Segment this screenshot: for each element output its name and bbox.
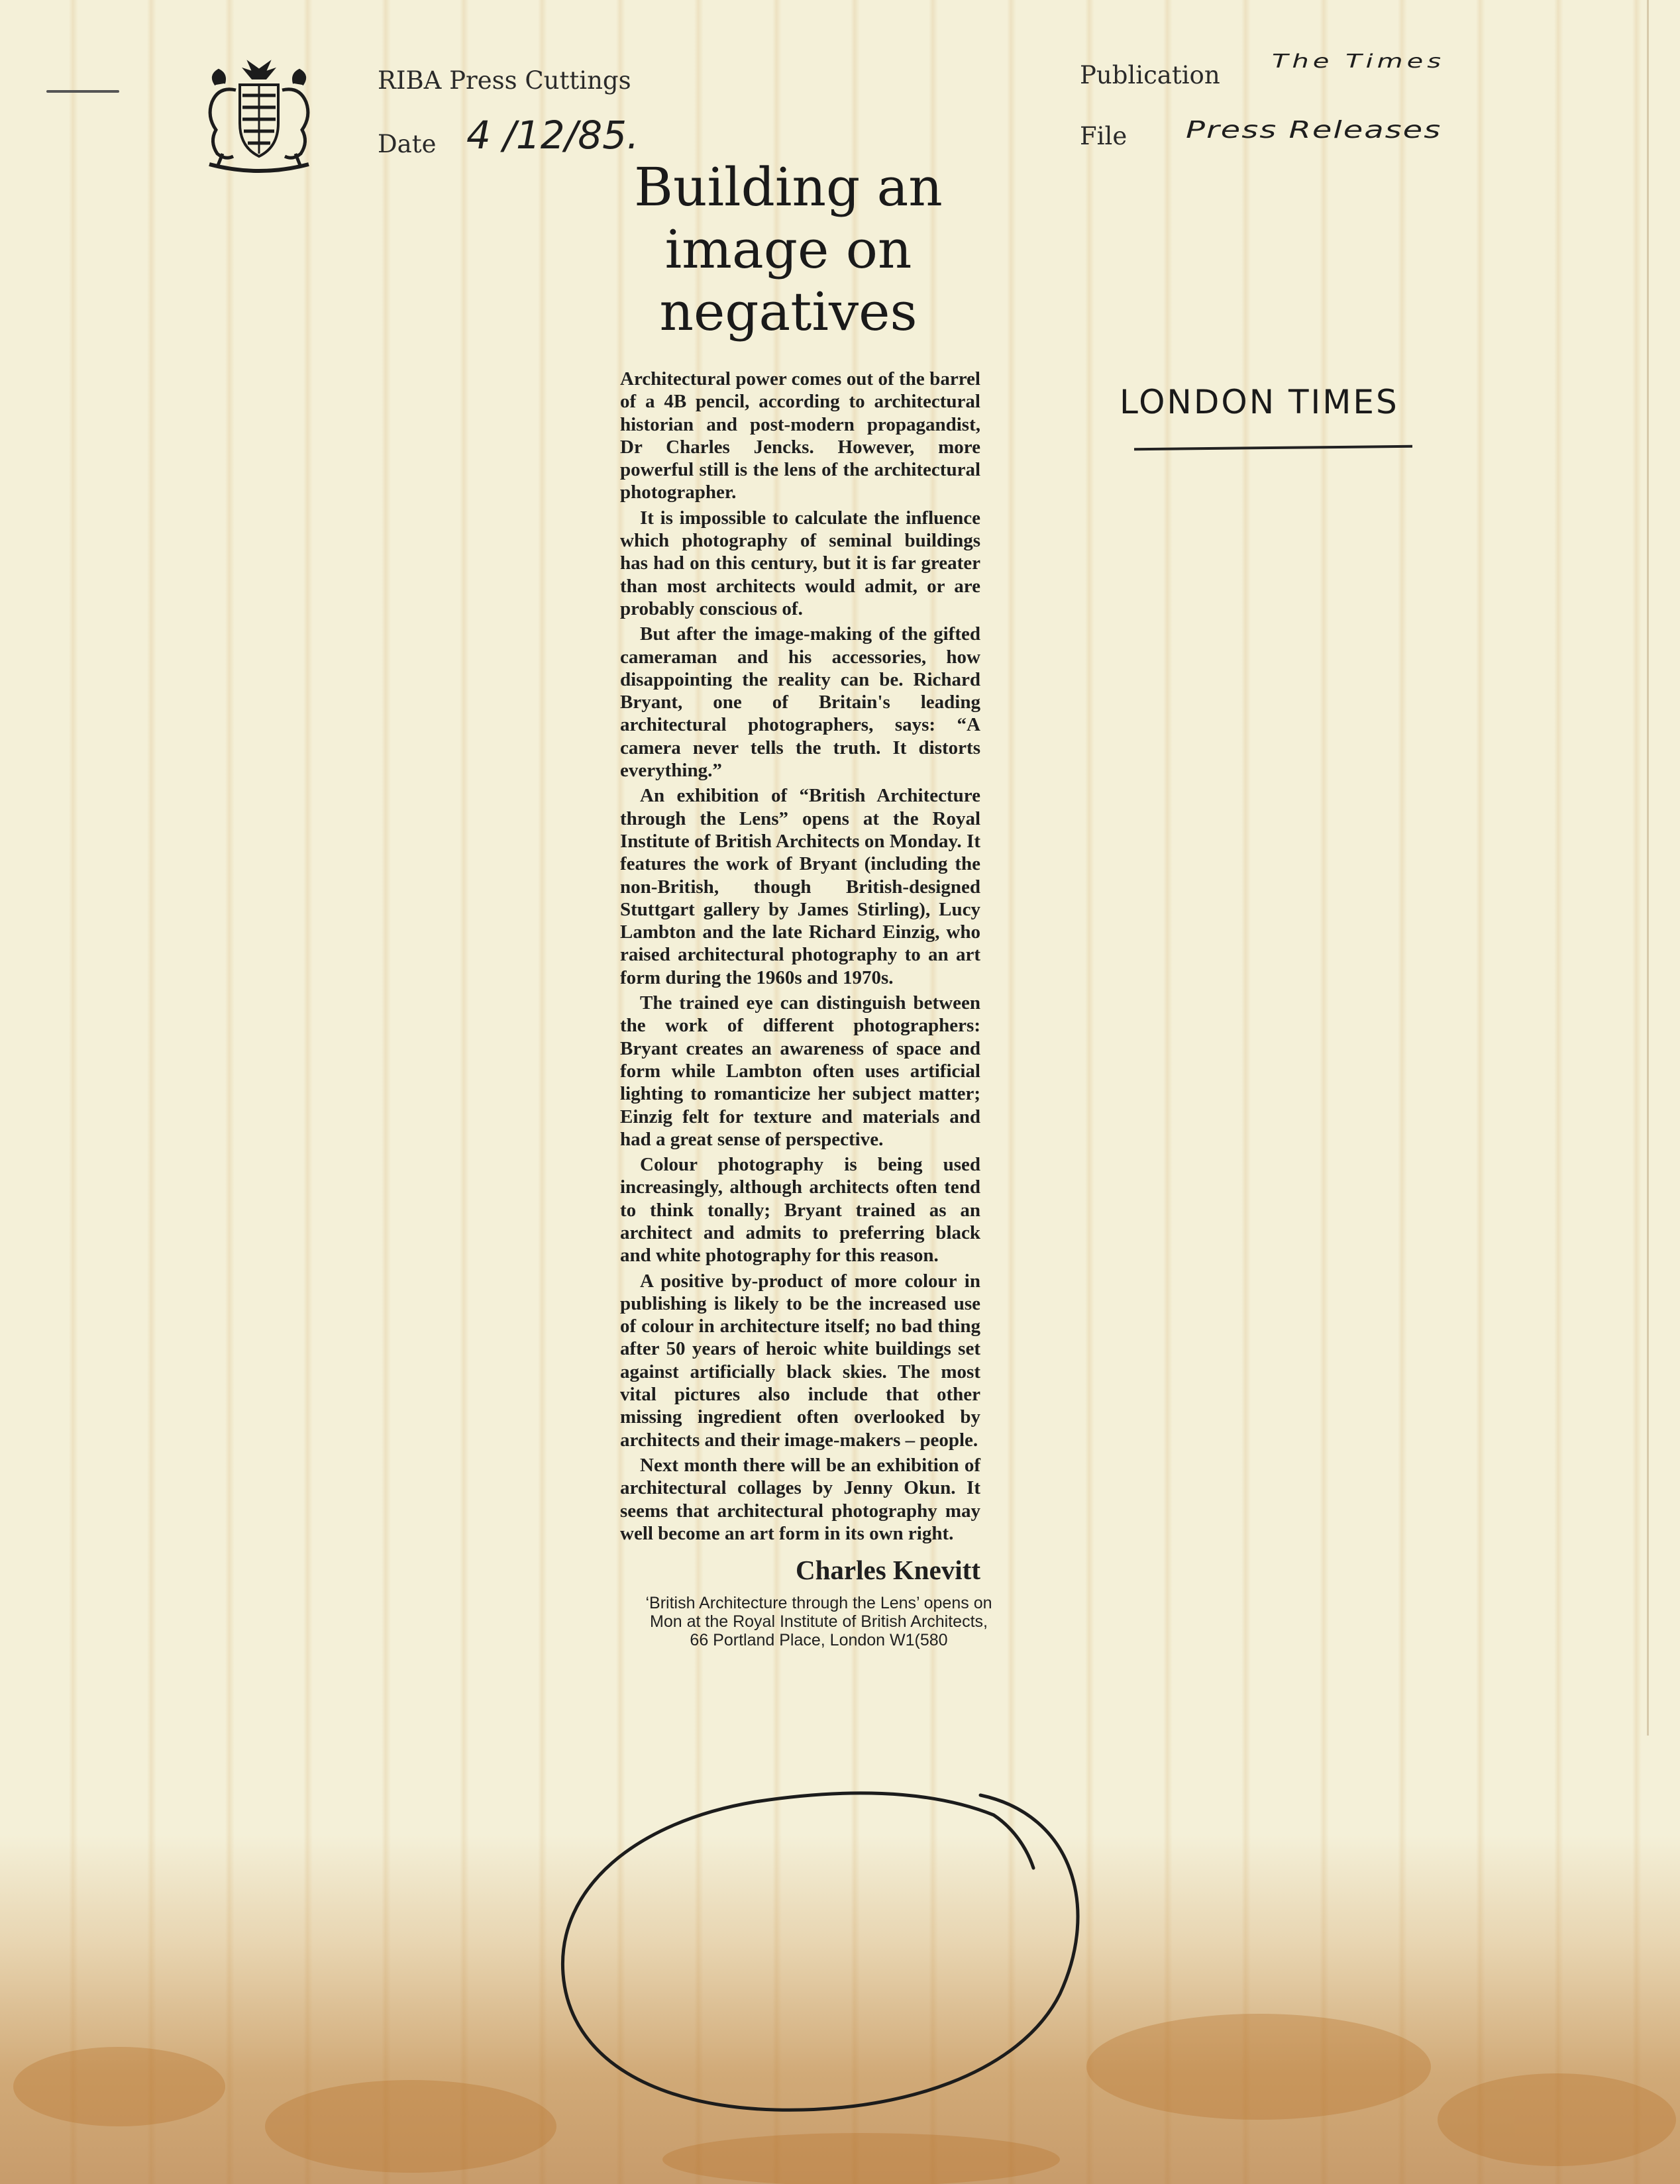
article-paragraph: An exhibition of “British Architecture through the Lens” opens at the Royal Institute of British Architects on Monday. It features the work of Bryant (including the non-British, though British-designed Stuttgart gallery by James Stirling), Lucy Lambton and the late Richard Einzig, who raised architectural photography to an art form during the 1960s and 1970s. xyxy=(620,785,980,988)
article-headline xyxy=(576,156,1000,343)
headline-line: negatives xyxy=(659,281,918,342)
file-handwritten: Press Releases xyxy=(1186,116,1442,144)
article-paragraph: Architectural power comes out of the barrel of a 4B pencil, according to architectural historian and post-modern propagandist, Dr Charles Jencks. However, more powerful still is the lens of the architectural photographer. xyxy=(620,368,980,503)
article-paragraph: The trained eye can distinguish between the work of different photographers: Bryant creates an awareness of space and form while Lambton often uses artificial lighting to romanticize her subject matter; Einzig felt for texture and materials and had a great sense of perspective. xyxy=(620,992,980,1150)
stray-pencil-mark xyxy=(46,90,119,93)
article-paragraph: It is impossible to calculate the influence which photography of seminal buildings has had on this century, but it is far greater than most architects would admit, or are probably conscious of. xyxy=(620,507,980,619)
article-body xyxy=(620,368,992,1650)
hand-drawn-circle xyxy=(556,1775,1106,2120)
date-handwritten: 4 /12/85. xyxy=(466,113,639,158)
annotation-underline xyxy=(1134,445,1412,450)
headline-line: Building an xyxy=(634,156,943,218)
date-label: Date xyxy=(378,130,437,158)
london-times-annotation: LONDON TIMES xyxy=(1120,383,1399,421)
article-paragraph: Colour photography is being used increasingly, although architects often tend to think tonally; Bryant trained as an architect and admits to preferring black and white photography for this reason. xyxy=(620,1154,980,1267)
riba-press-cuttings-title: RIBA Press Cuttings xyxy=(378,66,631,95)
article-paragraph: But after the image-making of the gifted cameraman and his accessories, how disappointing the reality can be. Richard Bryant, one of Britain's leading architectural photographers, says: “A camera never tells the truth. It distorts everything.” xyxy=(620,623,980,782)
publication-handwritten: The Times xyxy=(1272,50,1445,73)
article-paragraph: A positive by-product of more colour in publishing is likely to be the increased use of colour in architecture itself; no bad thing after 50 years of heroic white buildings set against artificially black skies. The most vital pictures also include that other missing ingredient often overlooked by architects and their image-makers – people. xyxy=(620,1270,980,1451)
article-paragraph: Next month there will be an exhibition of architectural collages by Jenny Okun. It seems that architectural photography may well become an art form in its own right. xyxy=(620,1454,980,1544)
publication-label: Publication xyxy=(1080,61,1220,89)
riba-coat-of-arms-icon xyxy=(196,58,322,175)
paper-edge-rule xyxy=(1647,0,1649,1736)
article-byline: Charles Knevitt xyxy=(796,1555,980,1586)
headline-line: image on xyxy=(664,219,912,280)
file-label: File xyxy=(1080,122,1128,150)
article-footnote: ‘British Architecture through the Lens’ opens on Mon at the Royal Institute of British Architects, 66 Portland Place, London W1(580 xyxy=(645,1594,992,1650)
